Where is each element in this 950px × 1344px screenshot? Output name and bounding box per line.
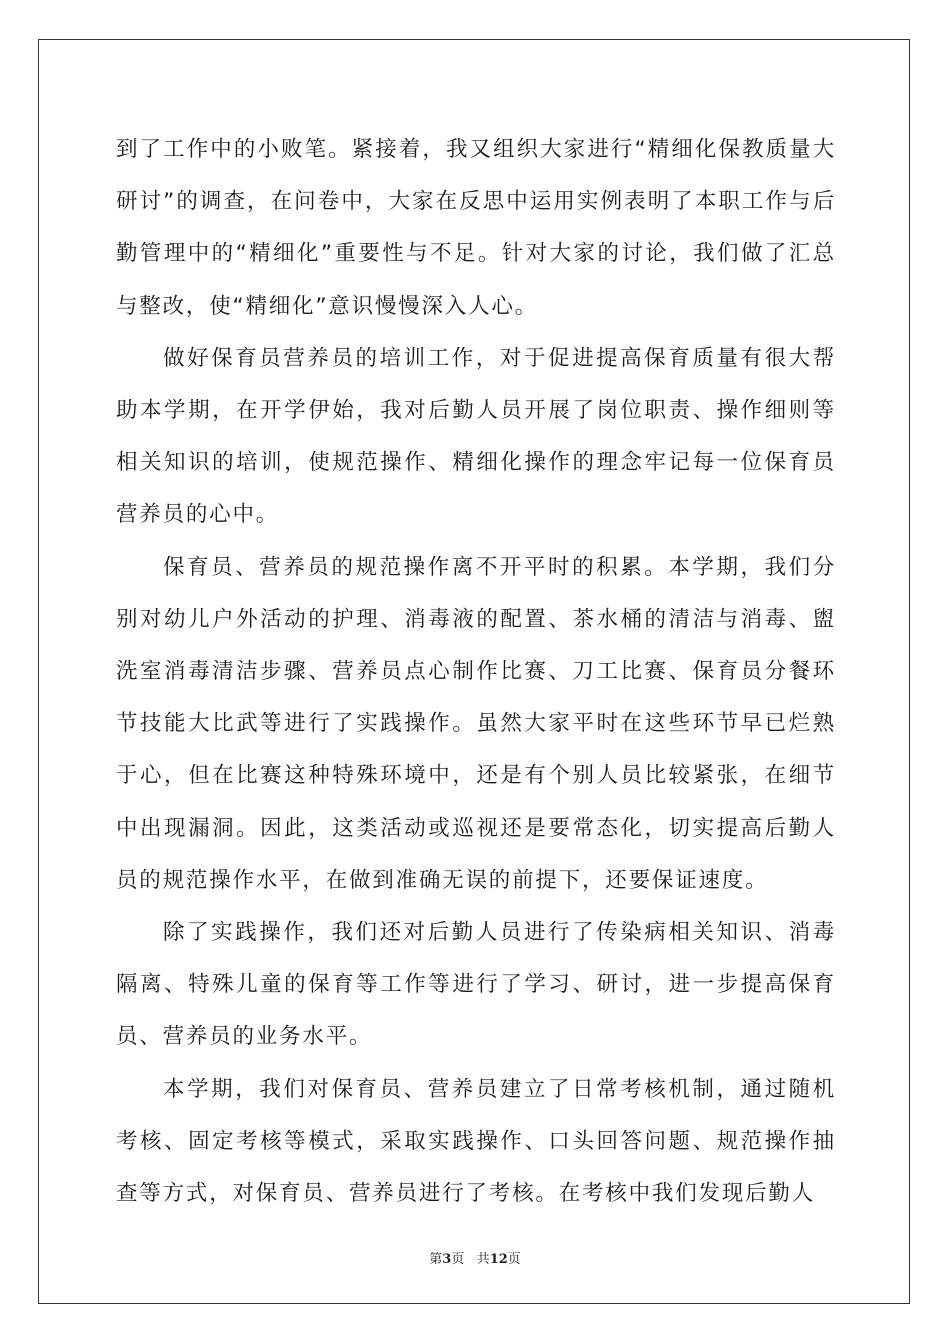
page-label-prefix: 第 (429, 1252, 443, 1267)
total-pages: 12 (489, 1252, 508, 1267)
page-footer (0, 1248, 950, 1267)
document-body (116, 124, 836, 1220)
total-label-suffix: 页 (507, 1252, 521, 1267)
page-label-suffix: 页 (451, 1252, 465, 1267)
paragraph: 保育员、营养员的规范操作离不开平时的积累。本学期，我们分别对幼儿户外活动的护理、消毒液的配置、茶水桶的清洁与消毒、盥洗室消毒清洁步骤、营养员点心制作比赛、刀工比赛、保育员分餐环节技能大比武等进行了实践操作。虽然大家平时在这些环节早已烂熟于心，但在比赛这种特殊环境中，还是有个别人员比较紧张，在细节中出现漏洞。因此，这类活动或巡视还是要常态化，切实提高后勤人员的规范操作水平，在做到准确无误的前提下，还要保证速度。 (116, 554, 836, 893)
total-label-prefix: 共 (476, 1252, 490, 1267)
paragraph: 除了实践操作，我们还对后勤人员进行了传染病相关知识、消毒隔离、特殊儿童的保育等工作等进行了学习、研讨，进一步提高保育员、营养员的业务水平。 (116, 920, 836, 1050)
paragraph: 到了工作中的小败笔。紧接着，我又组织大家进行“精细化保教质量大研讨”的调查，在问卷中，大家在反思中运用实例表明了本职工作与后勤管理中的“精细化”重要性与不足。针对大家的讨论，我们做了汇总与整改，使“精细化”意识慢慢深入人心。 (116, 137, 836, 319)
paragraph: 做好保育员营养员的培训工作，对于促进提高保育质量有很大帮助本学期，在开学伊始，我对后勤人员开展了岗位职责、操作细则等相关知识的培训，使规范操作、精细化操作的理念牢记每一位保育员营养员的心中。 (116, 345, 836, 528)
page-number: 3 (442, 1252, 452, 1267)
paragraph: 本学期，我们对保育员、营养员建立了日常考核机制，通过随机考核、固定考核等模式，采取实践操作、口头回答问题、规范操作抽查等方式，对保育员、营养员进行了考核。在考核中我们发现后勤人 (116, 1076, 836, 1207)
